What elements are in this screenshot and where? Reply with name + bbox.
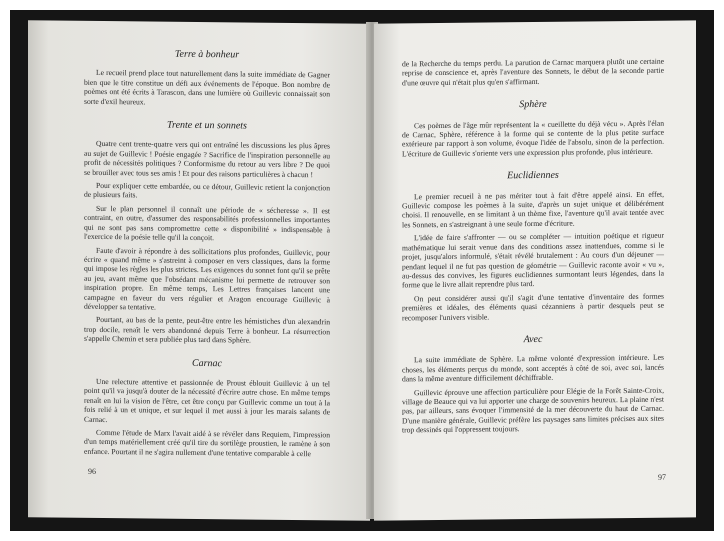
section-title: Terre à bonheur: [174, 48, 240, 61]
section-title: Trente et un sonnets: [167, 119, 247, 132]
photo-frame: [10, 10, 714, 531]
paragraph: Sur le plan personnel il connaît une période de « sécheresse ». Il est contraint, en outre, d'assumer des responsabilités professionnelles importantes qui ne sont pas sans compromettre cette « disponibilité » indispensable à l'exercice de la poésie telle qu'il la conçoit.: [84, 203, 330, 243]
section-title: Sphère: [519, 99, 547, 111]
paragraph: Comme l'étude de Marx l'avait aidé à se révéler dans Requiem, l'impression d'un temps matériellement créé qu'il tire du sortilège proustien, le ramène à son enfance. Pourtant il ne s'agira nullement d'une tentative comparable à celle: [84, 427, 330, 458]
section-title: Carnac: [192, 357, 222, 369]
section-title: Avec: [523, 333, 543, 346]
paragraph: L'idée de faire s'affronter — ou se compléter — intuition poétique et rigueur mathématique lui serait venue dans des conditions assez inattendues, comme si le projet, jusqu'alors informulé, s'était révélé brutalement : Au cours d'un déjeuner — pendant lequel il ne fut pas question de géométrie — Guillevic raconte avoir « vu », au-dessus des convives, les figures euclidiennes surmontant leurs légendes, dans la forme que le livre allait reprendre plus tard.: [402, 230, 664, 290]
section-title: Euclidiennes: [507, 170, 559, 182]
paragraph: Pourtant, au bas de la pente, peut-être entre les hémistiches d'un alexandrin trop docile, renaît le vers abandonné depuis Terre à bonheur. La résurrection s'appelle Chemin et sera publiée plus tard dans Sphère.: [84, 315, 330, 345]
right-text-column: [402, 57, 664, 439]
left-text-column: [84, 49, 330, 463]
paragraph: Le premier recueil à ne pas mériter tout à fait d'être appelé ainsi. En effet, Guillevic compose les poèmes à la suite, d'après un sujet unique et délibérément choisi. Il renouvelle, en se limitant à un thème fixe, l'aventure qu'il avait tentée avec les Sonnets, en s'astreignant à une seule forme d'écriture.: [402, 189, 664, 230]
right-page: [374, 20, 696, 520]
paragraph: Quatre cent trente-quatre vers qui ont entraîné les discussions les plus âpres au sujet de Guillevic ! Poésie engagée ? Sacrifice de l'inspiration personnelle au profit de nécessités politiques ? Conformisme du retour au vers libre ? De quoi se brouiller avec tous ses amis ! Et pour des raisons particulières à chacun !: [84, 139, 330, 179]
paragraph: Guillevic éprouve une affection particulière pour Elégie de la Forêt Sainte-Croix, village de Beauce qui va lui apporter une charge de souvenirs heureux. La plaine n'est pas, par ailleurs, sans évoquer l'immensité de la mer découverte du haut de Carnac. D'une manière générale, Guillevic préfère les paysages sans limites précises aux sites trop dessinés qui l'oppressent toujours.: [402, 385, 664, 435]
continued-paragraph: de la Recherche du temps perdu. La parution de Carnac marquera plutôt une certaine reprise de conscience et, après l'aventure des Sonnets, le début de la seconde partie d'une œuvre qui n'était plus qu'en s'affirmant.: [402, 56, 664, 88]
page-number-right: 97: [658, 472, 666, 482]
paragraph: Pour expliquer cette embardée, ou ce détour, Guillevic retient la conjonction de plusieurs faits.: [84, 180, 330, 200]
page-number-left: 96: [88, 466, 96, 476]
paragraph: On peut considérer aussi qu'il s'agit d'une tentative d'inventaire des formes premières et idéales, des éléments quasi cézanniens à partir desquels peut se recomposer l'univers visible.: [402, 291, 664, 322]
paragraph: Ces poèmes de l'âge mûr représentent la « cueillette du déjà vécu ». Après l'élan de Carnac, Sphère, référence à la forme qui se contente de la plus petite surface extérieure par rapport à son volume, évoque l'idée de l'absolu, sinon de la perfection. L'écriture de Guillevic s'oriente vers une expression plus profonde, plus intérieure.: [402, 118, 664, 159]
paragraph: Le recueil prend place tout naturellement dans la suite immédiate de Gagner bien que le titre constitue un défi aux événements de l'époque. Bon nombre de poèmes ont été écrits à Tarascon, dans une lumière où Guillevic connaissait son sorte d'exil heureux.: [84, 68, 330, 107]
paragraph: Une relecture attentive et passionnée de Proust éblouit Guillevic à un tel point qu'il va jusqu'à douter de la nécessité d'écrire autre chose. En même temps renaît en lui la vision de l'être, cet être conçu par Guillevic comme un tout à la fois relié à un et unique, et sur lequel il met aussi à jour les marais salants de Carnac.: [84, 376, 330, 424]
left-page: [28, 20, 370, 521]
paragraph: La suite immédiate de Sphère. La même volonté d'expression intérieure. Les choses, les éléments perçus du monde, sont acceptés à côté de soi, avec soi, lancés dans la même aventure difficilement déchiffrable.: [402, 352, 664, 384]
paragraph: Faute d'avoir à répondre à des sollicitations plus profondes, Guillevic, pour écrire « quand même » s'astreint à composer en vers classiques, dans la forme qui impose les règles les plus strictes. Les exigences du sonnet font qu'il se prête au jeu, avant même que l'obsédant mécanisme lui permette de retrouver son inspiration propre. En même temps, Les Lettres françaises lancent une campagne en faveur du vers régulier et Aragon encourage Guillevic à développer sa tentative.: [84, 245, 330, 312]
